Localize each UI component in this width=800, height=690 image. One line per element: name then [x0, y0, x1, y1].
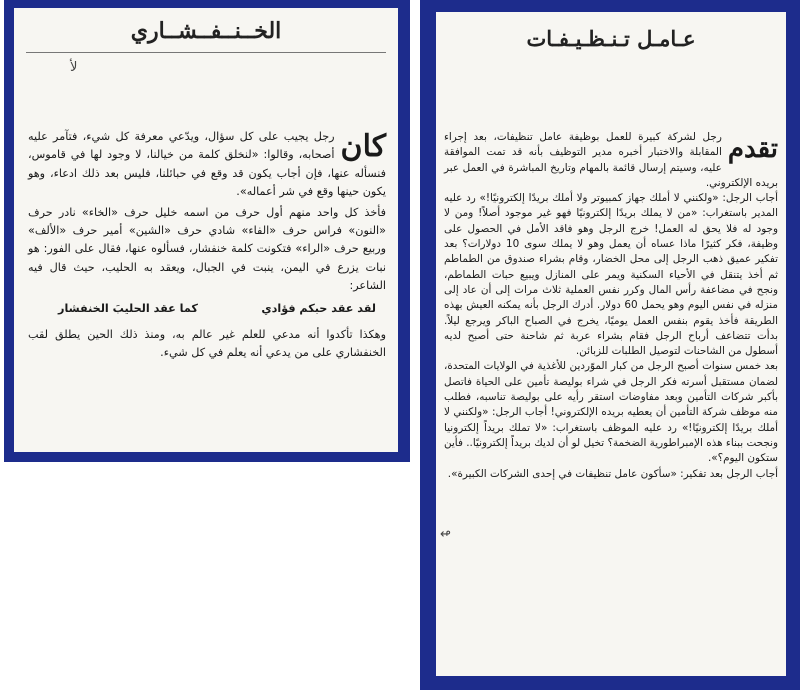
right-paragraph-1: رجل لشركة كبيرة للعمل بوظيفة عامل تنظيفات، بعد إجراء المقابلة والاختبار أخبره مدير التوظيف بأنه قد تمت الموافقة عليه، وسيتم إرسال قائمة بالمهام وتاريخ المباشرة في العمل عبر بريده الإلكتروني. [444, 131, 778, 189]
left-frame-left [4, 0, 14, 462]
right-frame-top [420, 0, 800, 12]
stray-mark: ﻷ [70, 60, 78, 75]
verse-first-half: لقد عقد حبكم فؤادي [261, 301, 376, 315]
right-frame-right [786, 0, 800, 690]
title-rule [26, 52, 386, 53]
scribble-mark: ↫ [440, 527, 451, 542]
poem-verse [58, 300, 376, 318]
left-article-title: الخــنــفــشــاري [130, 18, 282, 44]
right-frame-bottom [420, 676, 800, 690]
verse-second-half: كما عقد الحليبَ الخنفشار [58, 301, 198, 315]
left-paragraph-1: رجل يجيب على كل سؤال، ويدّعي معرفة كل شيء، فتآمر عليه أصحابه، وقالوا: «لنخلق كلمة من خيالنا، لا وجود لها في قاموس، فنسأله عنها، فإن أجاب يكون قد وقع في حبائلنا، فليس بعد ذلك ادعاء، وهو يكون حينها وقع في شر أعماله». [28, 130, 386, 199]
right-paragraph-2: أجاب الرجل: «ولكنني لا أملك جهاز كمبيوتر ولا أملك بريدًا إلكترونيًا!» رد عليه المدير باستغراب: «من لا يملك بريدًا إلكترونيًا فهو غير موجود أصلاً! ومن لا وجود له فلا يحق له العمل! خرج الرجل وهو فاقد الأمل في الحصول على وظيفة، فكر كثيرًا ماذا عساه أن يعمل وهو لا يملك سوى 10 دولارات؟ بعد تفكير عميق ذهب الرجل إلى محل الخضار، وقام بشراء صندوق من الطماطم ثم أخذ يتنقل في الأحياء السكنية ويمر على المنازل ويبيع حبات الطماطم، ونجح في مضاعفة رأس المال وكرر نفس العملية ثلاث مرات إلى أن عاد إلى منزله في نفس اليوم وهو يحمل 60 دولار. أدرك الرجل بأنه يمكنه العيش بهذه الطريقة فأخذ يقوم بنفس العمل يوميًا، يخرج في الصباح الباكر ويرجع ليلاً. بدأت تتضاعف أرباح الرجل فقام بشراء عربة ثم شاحنة حتى أصبح لديه أسطول من الشاحنات لتوصيل الطلبات للزبائن. [444, 192, 779, 358]
right-article-lead: تقدم [727, 134, 778, 164]
right-article-body [444, 130, 778, 482]
left-frame-right [398, 0, 410, 462]
right-paragraph-3: بعد خمس سنوات أصبح الرجل من كبار الموّردين للأغذية في الولايات المتحدة، لضمان مستقبل أسرته فكر الرجل في شراء بوليصة تأمين على الحياة فاتصل بأكبر شركات التأمين وبعد مفاوضات استقر رأيه على بوليصة تناسبه، فطلب منه موظف شركة التأمين أن يعطيه بريده الإلكتروني! أجاب الرجل: «ولكنني لا أملك بريدًا إلكترونيًا!» رد عليه الموظف باستغراب: «لا تملك بريداً إلكترونيا ونجحت ببناء هذه الإمبراطورية الضخمة؟ تخيل لو أن لديك بريداً إلكترونيًا.. فأين ستكون اليوم؟». [444, 360, 778, 465]
left-frame-bottom [4, 452, 410, 462]
left-article-lead: كان [340, 129, 386, 164]
left-paragraph-3: وهكذا تأكدوا أنه مدعي للعلم غير عالم به، ومنذ ذلك الحين يطلق لقب الخنفشاري على من يدعي أنه يعلم في كل شيء. [28, 328, 386, 360]
right-article [436, 12, 786, 676]
right-frame-left [420, 0, 436, 690]
left-frame-top [4, 0, 410, 8]
left-paragraph-2: فأخذ كل واحد منهم أول حرف من اسمه خليل حرف «الخاء» نادر حرف «النون» فراس حرف «الفاء» شادي حرف «الشين» أمير حرف «الألف» وربيع حرف «الراء» فتكونت كلمة خنفشار، فسألوه عنها، فقال على الفور: هو نبات يزرع في اليمن، ينبت في الجبال، ويعقد به الحليب، حيث قال فيه الشاعر: [28, 205, 386, 293]
left-article [14, 8, 398, 452]
left-article-body [28, 128, 386, 363]
right-article-title: عـامـل تـنـظـيـفـات [526, 26, 696, 51]
right-paragraph-4: أجاب الرجل بعد تفكير: «سأكون عامل تنظيفات في إحدى الشركات الكبيرة». [447, 467, 778, 480]
